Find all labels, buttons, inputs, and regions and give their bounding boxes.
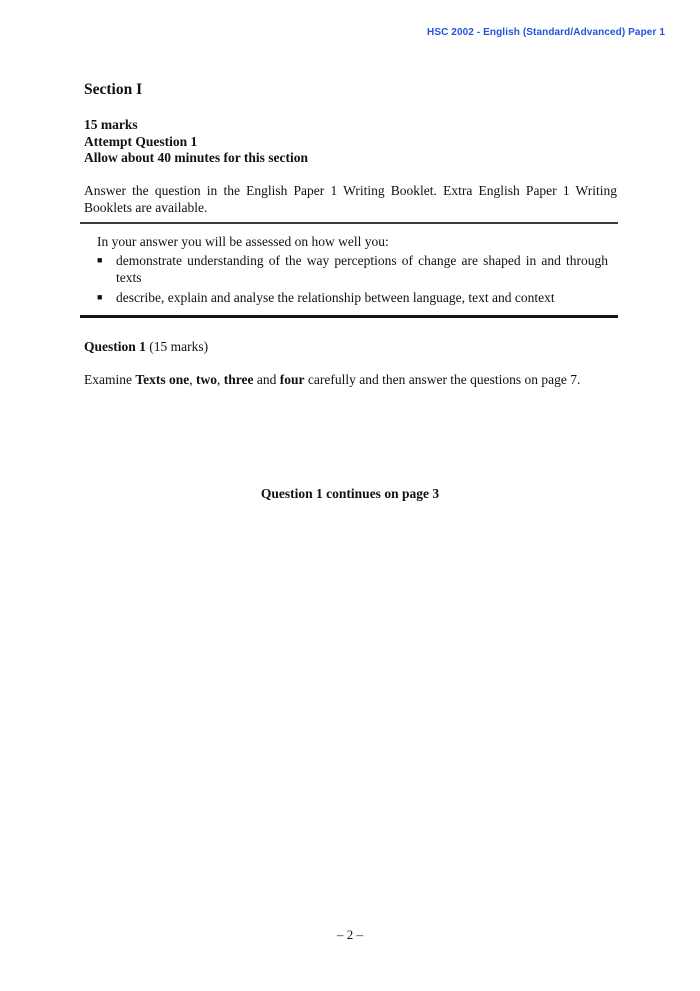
- bullet-square-icon: ■: [97, 255, 103, 265]
- directive-marks: 15 marks: [84, 117, 138, 132]
- directive-attempt: Attempt Question 1: [84, 133, 198, 149]
- assessment-bullet-2: [97, 289, 608, 306]
- question-prompt: Examine Texts one, two, three and four carefully and then answer the questions on page 7.: [84, 372, 581, 387]
- assessment-box: [80, 222, 618, 318]
- section-directives: [84, 117, 308, 167]
- question-heading: [84, 339, 208, 355]
- bullet-square-icon: ■: [97, 292, 103, 302]
- question-marks: (15 marks): [145, 339, 209, 354]
- bullet-text: demonstrate understanding of the way perceptions of change are shaped in and through texts: [116, 253, 608, 285]
- assessment-lead: In your answer you will be assessed on how well you:: [97, 234, 389, 249]
- directive-time: Allow about 40 minutes for this section: [84, 150, 309, 165]
- page-number: – 2 –: [337, 927, 363, 942]
- page-header: HSC 2002 - English (Standard/Advanced) Paper 1: [427, 27, 665, 38]
- intro-paragraph: Answer the question in the English Paper 1 Writing Booklet. Extra English Paper 1 Writing Booklets are available.: [84, 183, 617, 215]
- question-label: Question 1: [84, 339, 146, 354]
- bullet-text: describe, explain and analyse the relationship between language, text and context: [116, 290, 555, 305]
- assessment-bullet-1: [97, 252, 608, 286]
- continuation-note: Question 1 continues on page 3: [260, 486, 440, 501]
- section-title: Section I: [84, 81, 143, 98]
